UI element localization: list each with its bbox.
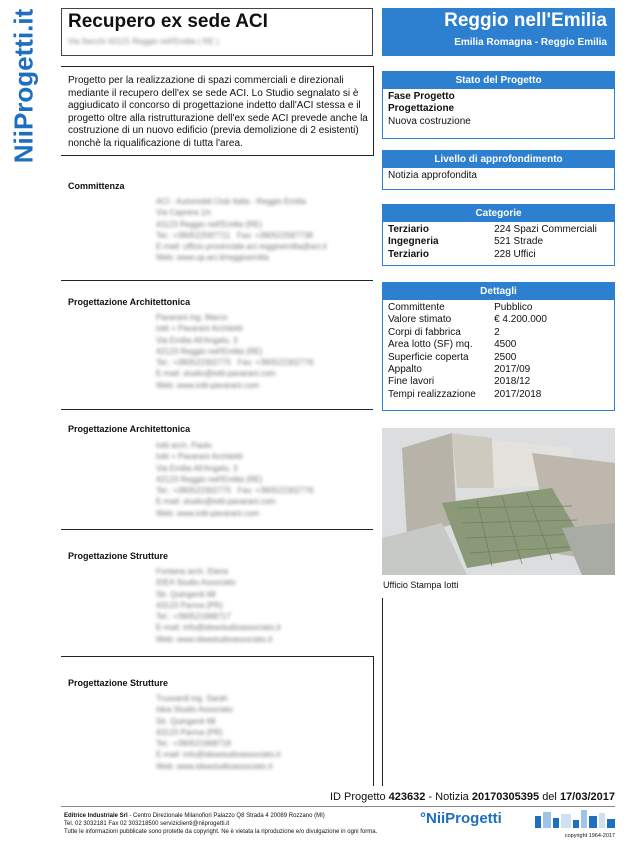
footer-logo: °NiiProgetti <box>420 810 502 827</box>
contact-block: Iotti arch. Paolo Iotti + Pavarani Architetti Via Emilia All'Angelo, 3 42123 Reggio nell'Emilia (RE) Tel.: +390522302775 Fax: +390522302776 E-mail: studio@iotti-pavarani.com Web: www.iotti-pavarani.com <box>156 441 314 518</box>
contact-block: Trussardi ing. Sarah Idea Studio Associato Str. Quingenti 68 43123 Parma (PR) Tel.: +390521968718 E-mail: info@ideastudioassociato.it Web: www.ideastudioassociato.it <box>156 694 281 771</box>
table-row: Appalto 2017/09 <box>388 364 531 376</box>
section-label: Progettazione Strutture <box>68 678 169 688</box>
city-box <box>382 8 615 56</box>
project-id-line: ID Progetto 423632 - Notizia 20170305395 del 17/03/2017 <box>329 791 615 803</box>
description-line: costruzione di un nuovo edificio (previa demolizione di 2 esistenti) <box>68 125 359 137</box>
divider <box>61 656 373 657</box>
photo-caption: Ufficio Stampa Iotti <box>383 580 459 590</box>
contact-block: Fontana arch. Elena IDEA Studio Associato Str. Quingenti 68 43123 Parma (PR) Tel.: +390521968717 E-mail: info@ideastudioassociato.it Web: www.ideastudioassociato.it <box>156 567 281 644</box>
divider <box>61 280 373 281</box>
section-label: Committenza <box>68 181 125 191</box>
divider <box>382 598 383 786</box>
panel-livello <box>382 150 615 190</box>
table-row: Superficie coperta 2500 <box>388 351 517 363</box>
panel-dettagli <box>382 282 615 411</box>
footer-skyline-icon <box>535 810 615 828</box>
table-row: Valore stimato € 4.200.000 <box>388 314 547 326</box>
table-row: Area lotto (SF) mq. 4500 <box>388 339 517 351</box>
table-row: Terziario 224 Spazi Commerciali <box>388 224 597 235</box>
footer-divider <box>61 806 615 807</box>
table-row: Terziario 228 Uffici <box>388 248 536 260</box>
table-row: Tempi realizzazione 2017/2018 <box>388 388 542 400</box>
stato-fase-label: Fase Progetto <box>388 91 455 102</box>
table-row: Corpi di fabbrica 2 <box>388 326 500 338</box>
title-box <box>61 8 373 56</box>
description-line: mediante il recupero dell'ex se sede ACI. Lo Studio segnalato si è <box>68 87 359 99</box>
project-rendering-image <box>382 428 615 575</box>
divider <box>61 409 373 410</box>
copyright: copyright 1964-2017 <box>564 833 615 839</box>
table-row: Committente Pubblico <box>388 302 533 313</box>
panel-stato <box>382 71 615 139</box>
divider <box>61 66 373 67</box>
brand-logo: NiiProgetti.it <box>8 8 39 164</box>
region-name: Emilia Romagna - Reggio Emilia <box>454 37 607 48</box>
city-name: Reggio nell'Emilia <box>444 10 607 31</box>
contact-block: ACI - Automobil Club Italia - Reggio Emilia Via Caprera 1/c 41123 Reggio nell'Emilia (RE) Tel.: +390522587711 Fax: +390522587738 E-mail: ufficio.provinciale.aci.reggioemilia@aci.it Web: www.up.aci.it/reggioemilia <box>156 197 327 263</box>
section-label: Progettazione Architettonica <box>68 424 191 434</box>
description-line: aggiudicato il concorso di progettazione indetto dall'ACI stessa e il <box>68 100 361 112</box>
description-line: nonchè la riqualificazione di tutta l'area. <box>68 137 243 149</box>
panel-header: Livello di approfondimento <box>383 151 614 168</box>
page-title: Recupero ex sede ACI <box>68 11 268 32</box>
section-label: Progettazione Architettonica <box>68 297 191 307</box>
description-line: Progetto per la realizzazione di spazi commerciali e direzionali <box>68 75 344 86</box>
panel-header: Dettagli <box>383 283 614 300</box>
table-row: Fine lavori 2018/12 <box>388 376 531 388</box>
panel-categorie <box>382 204 615 266</box>
divider <box>373 66 374 156</box>
divider <box>373 656 374 786</box>
panel-header: Stato del Progetto <box>383 72 614 89</box>
stato-fase-value: Progettazione <box>388 103 455 115</box>
section-label: Progettazione Strutture <box>68 551 169 561</box>
table-row: Ingegneria 521 Strade <box>388 236 544 248</box>
description-line: progetto oltre alla ristrutturazione dell'ex sede ACI prevede anche la <box>68 112 368 124</box>
footer-info: Editrice Industriale Srl - Centro Direzionale Milanofiori Palazzo Q8 Strada 4 20089 Rozzano (MI) Tel. 02 3032181 Fax 02 303218500 serviziclienti@niiprogetti.it Tutte le informazioni pubblicate sono protette da copyright. Ne è vietata la riproduzione e/o divulgazione in ogni forma. <box>64 813 378 835</box>
panel-header: Categorie <box>383 205 614 222</box>
project-description <box>68 75 368 151</box>
livello-value: Notizia approfondita <box>388 170 477 181</box>
contact-block: Pavarani ing. Marco Iotti + Pavarani Architetti Via Emilia All'Angelo, 3 42123 Reggio nell'Emilia (RE) Tel.: +390522302775 Fax: +390522302776 E-mail: studio@iotti-pavarani.com Web: www.iotti-pavarani.com <box>156 313 314 390</box>
project-address: Via Secchi 42121 Reggio nell'Emilia ( RE ) <box>68 37 219 46</box>
divider <box>61 155 373 156</box>
stato-tipo: Nuova costruzione <box>388 115 471 127</box>
divider <box>61 529 373 530</box>
